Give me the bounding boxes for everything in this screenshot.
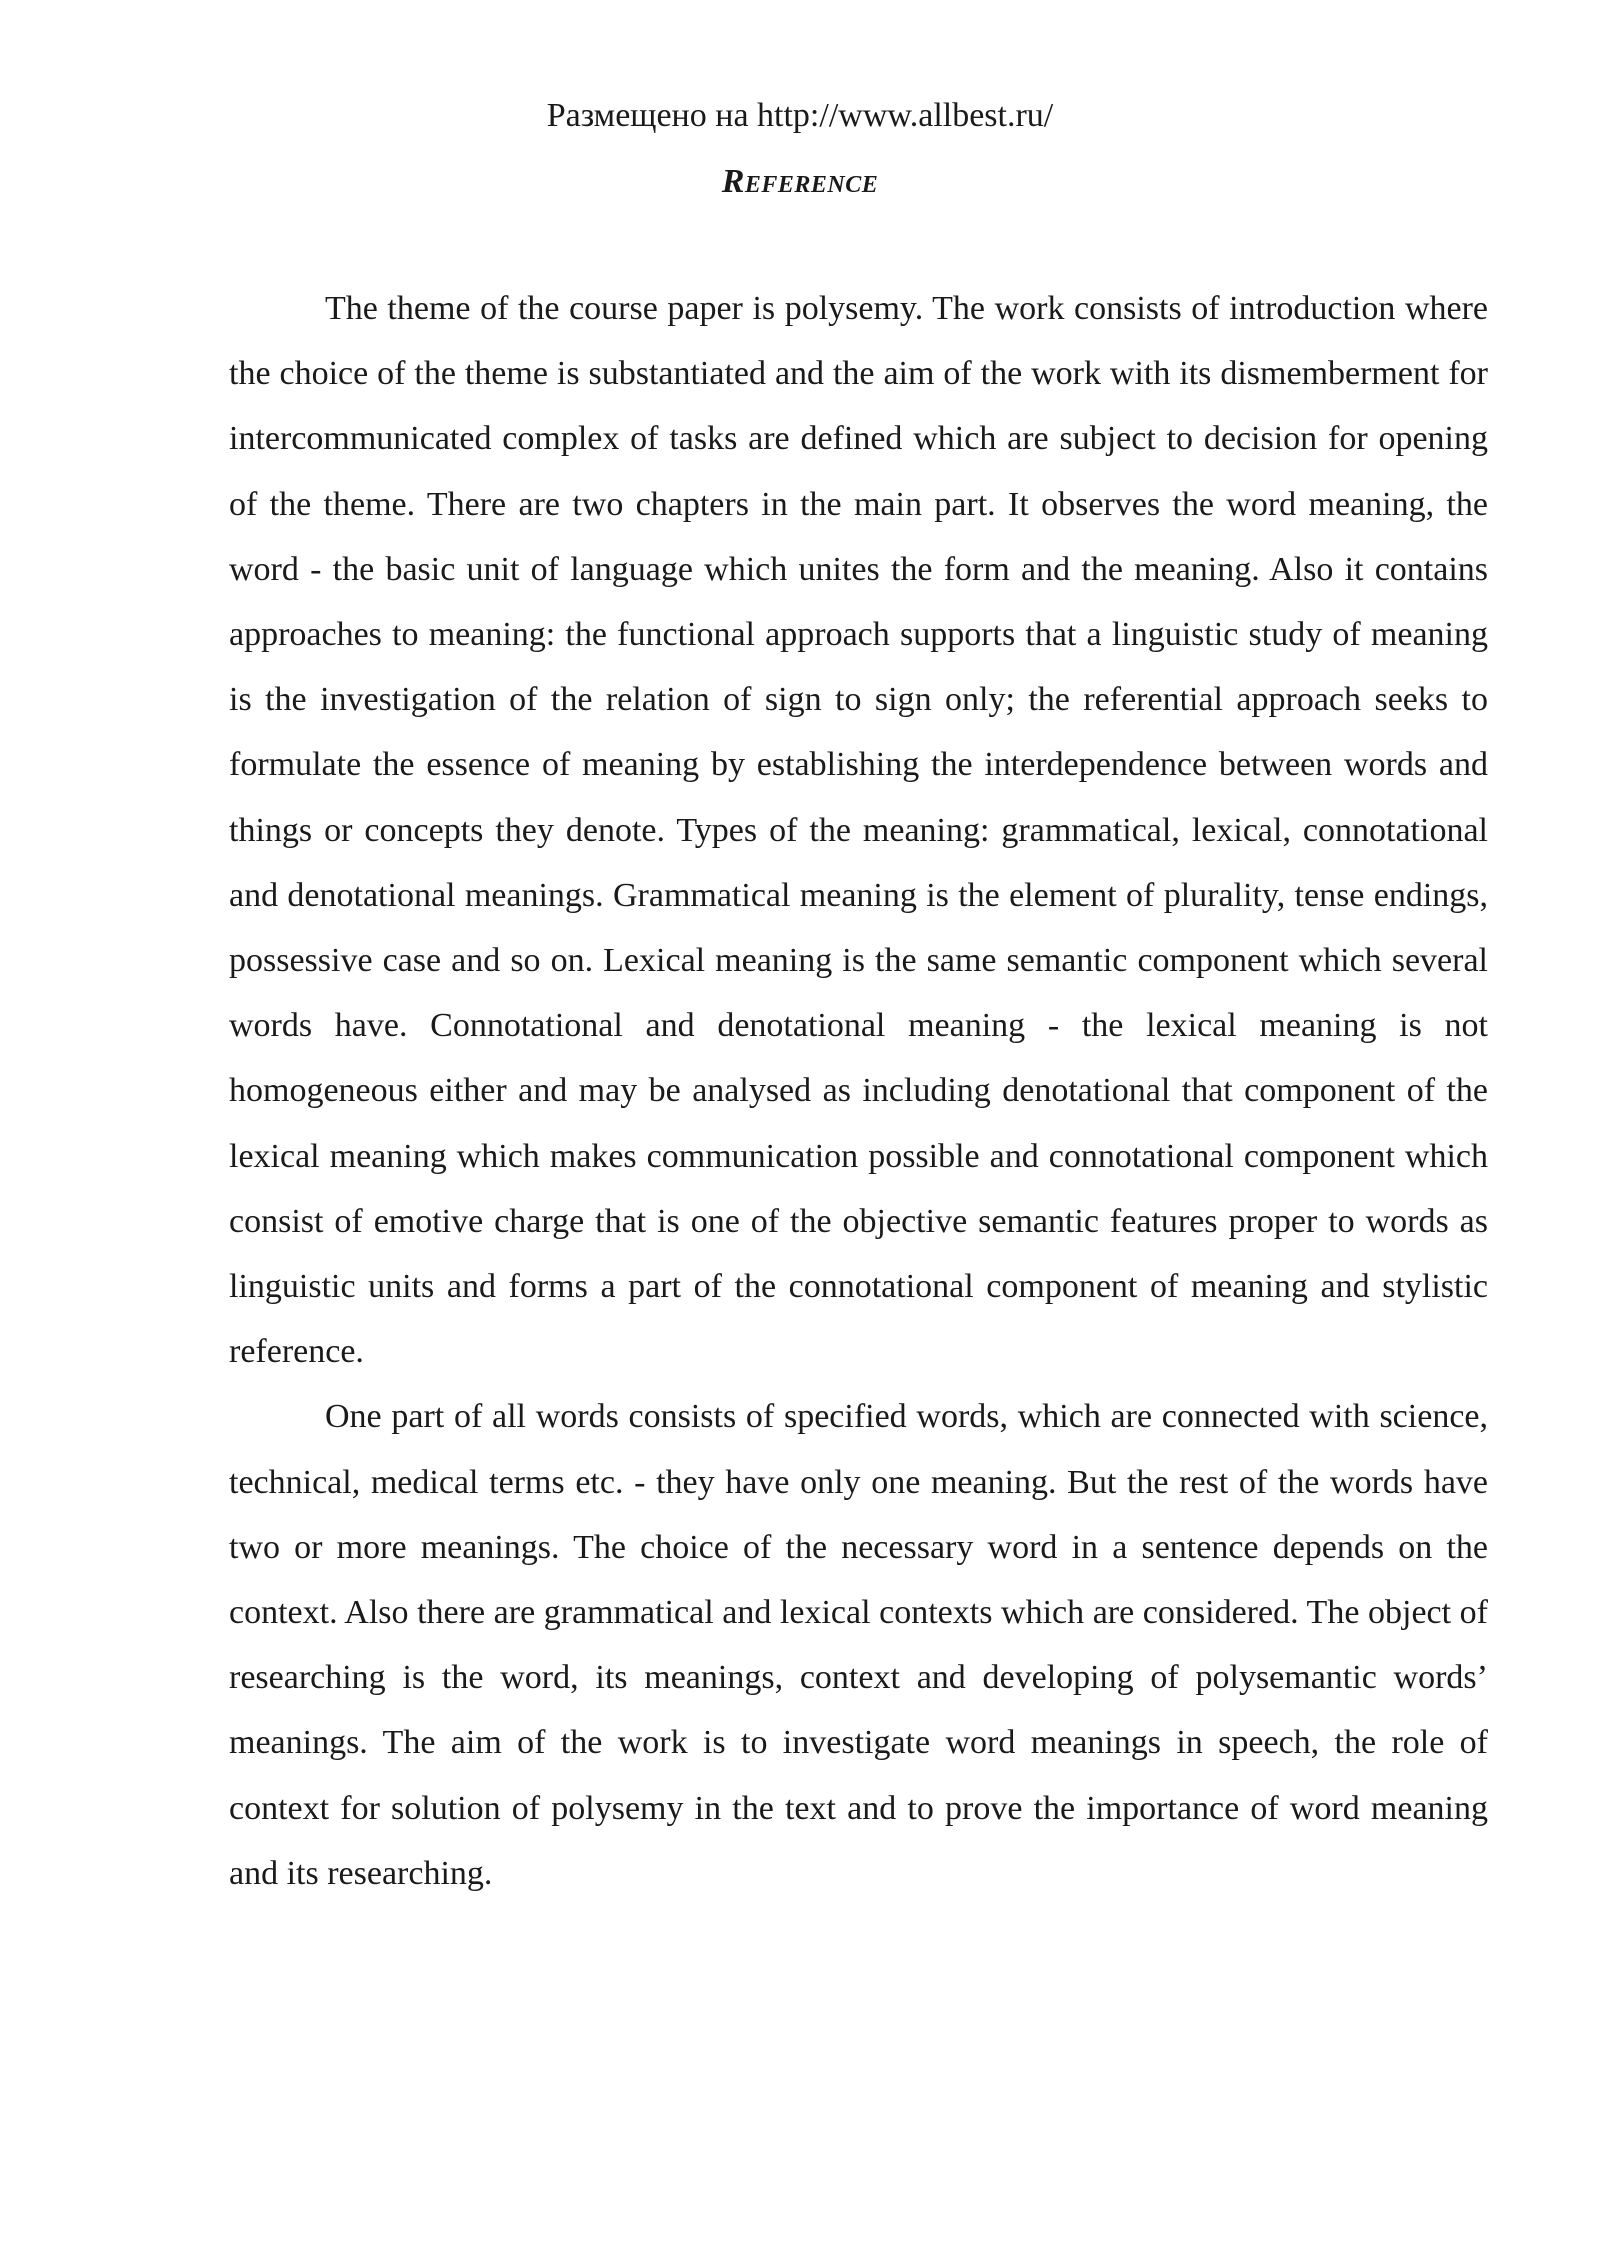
document-title: Reference — [721, 163, 879, 200]
document-body — [229, 276, 1488, 1906]
paragraph: One part of all words consists of specified words, which are connected with science, technical, medical terms etc. - they have only one meaning. But the rest of the words have two or more meanings. The choice of the necessary word in a sentence depends on the context. Also there are grammatical and lexical contexts which are considered. The object of researching is the word, its meanings, context and developing of polysemantic words’ meanings. The aim of the work is to investigate word meanings in speech, the role of context for solution of polysemy in the text and to prove the importance of word meaning and its researching. — [229, 1398, 1488, 1892]
source-line: Размещено на http://www.allbest.ru/ — [546, 97, 1054, 134]
paragraph: The theme of the course paper is polysemy. The work consists of introduction where the choice of the theme is substantiated and the aim of the work with its dismemberment for intercommunicated complex of tasks are defined which are subject to decision for opening of the theme. There are two chapters in the main part. It observes the word meaning, the word - the basic unit of language which unites the form and the meaning. Also it contains approaches to meaning: the functional approach supports that a linguistic study of meaning is the investigation of the relation of sign to sign only; the referential approach seeks to formulate the essence of meaning by establishing the interdependence between words and things or concepts they denote. Types of the meaning: grammatical, lexical, connotational and denotational meanings. Grammatical meaning is the element of plurality, tense endings, possessive case and so on. Lexical meaning is the same semantic component which several words have. Connotational and denotational meaning - the lexical meaning is not homogeneous either and may be analysed as including denotational that component of the lexical meaning which makes communication possible and connotational component which consist of emotive charge that is one of the objective semantic features proper to words as linguistic units and forms a part of the connotational component of meaning and stylistic reference. — [229, 290, 1488, 1371]
